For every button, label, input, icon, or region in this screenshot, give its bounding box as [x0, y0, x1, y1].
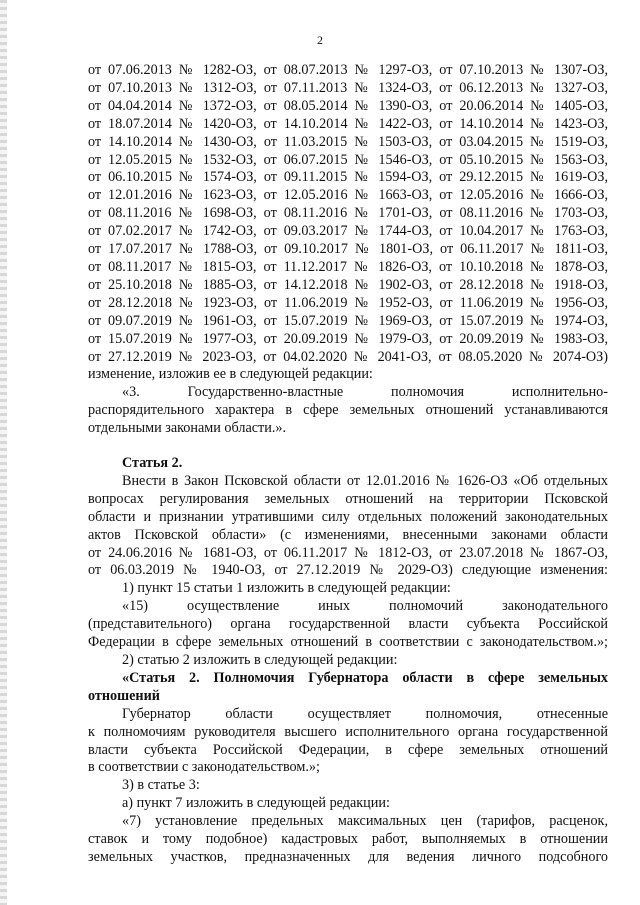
text-line: «15) осуществление иных полномочий законодательного: [122, 598, 608, 615]
text-line: «Статья 2. Полномочия Губернатора области в сфере земельных: [122, 669, 608, 686]
text-line: а) пункт 7 изложить в следующей редакции:: [122, 795, 390, 812]
text-line: отдельными законами области.».: [88, 420, 287, 437]
scan-binding-edge: [0, 0, 7, 905]
text-line: власти субъекта Российской Федерации, в сфере земельных отношений: [88, 741, 608, 758]
text-line: вопросах регулирования земельных отношений на территории Псковской: [88, 490, 608, 507]
text-line: Губернатор области осуществляет полномочия, отнесенные: [122, 705, 608, 722]
text-line: от 12.05.2015 № 1532-ОЗ, от 06.07.2015 № 1546-ОЗ, от 05.10.2015 № 1563-ОЗ,: [88, 151, 608, 168]
text-line: от 24.06.2016 № 1681-ОЗ, от 06.11.2017 № 1812-ОЗ, от 23.07.2018 № 1867-ОЗ,: [88, 544, 608, 561]
text-line: от 04.04.2014 № 1372-ОЗ, от 08.05.2014 № 1390-ОЗ, от 20.06.2014 № 1405-ОЗ,: [88, 97, 608, 114]
text-line: от 06.10.2015 № 1574-ОЗ, от 09.11.2015 № 1594-ОЗ, от 29.12.2015 № 1619-ОЗ,: [88, 169, 608, 186]
text-line: «7) установление предельных максимальных цен (тарифов, расценок,: [122, 813, 608, 830]
text-line: от 07.10.2013 № 1312-ОЗ, от 07.11.2013 № 1324-ОЗ, от 06.12.2013 № 1327-ОЗ,: [88, 79, 608, 96]
paragraph-gap: [88, 438, 608, 455]
text-line: области и признании утратившими силу отдельных положений законодательных: [88, 508, 608, 525]
text-line: от 12.01.2016 № 1623-ОЗ, от 12.05.2016 № 1663-ОЗ, от 12.05.2016 № 1666-ОЗ,: [88, 187, 608, 204]
text-line: к полномочиям руководителя высшего исполнительного органа государственной: [88, 723, 608, 740]
text-line: 1) пункт 15 статьи 1 изложить в следующей редакции:: [122, 580, 451, 597]
text-line: от 08.11.2017 № 1815-ОЗ, от 11.12.2017 № 1826-ОЗ, от 10.10.2018 № 1878-ОЗ,: [88, 258, 608, 275]
text-line: земельных участков, предназначенных для ведения личного подсобного: [88, 848, 608, 865]
text-line: отношений: [88, 687, 160, 704]
text-line: от 28.12.2018 № 1923-ОЗ, от 11.06.2019 № 1952-ОЗ, от 11.06.2019 № 1956-ОЗ,: [88, 294, 608, 311]
document-body: [88, 62, 608, 867]
text-line: от 06.03.2019 № 1940-ОЗ, от 27.12.2019 № 2029-ОЗ) следующие изменения:: [88, 562, 608, 579]
text-line: от 18.07.2014 № 1420-ОЗ, от 14.10.2014 № 1422-ОЗ, от 14.10.2014 № 1423-ОЗ,: [88, 115, 608, 132]
text-line: Статья 2.: [122, 455, 183, 472]
text-line: Внести в Закон Псковской области от 12.01.2016 № 1626-ОЗ «Об отдельных: [122, 472, 608, 489]
page-number: 2: [317, 33, 323, 47]
text-line: от 25.10.2018 № 1885-ОЗ, от 14.12.2018 № 1902-ОЗ, от 28.12.2018 № 1918-ОЗ,: [88, 276, 608, 293]
text-line: от 09.07.2019 № 1961-ОЗ, от 15.07.2019 № 1969-ОЗ, от 15.07.2019 № 1974-ОЗ,: [88, 312, 608, 329]
text-line: 3) в статье 3:: [122, 777, 200, 794]
text-line: от 07.02.2017 № 1742-ОЗ, от 09.03.2017 № 1744-ОЗ, от 10.04.2017 № 1763-ОЗ,: [88, 223, 608, 240]
text-line: Федерации в сфере земельных отношений в соответствии с законодательством.»;: [88, 634, 608, 651]
text-line: (представительного) органа государственной власти субъекта Российской: [88, 616, 608, 633]
text-line: ставок и тому подобное) кадастровых работ, выполняемых в отношении: [88, 831, 608, 848]
text-line: изменение, изложив ее в следующей редакции:: [88, 366, 373, 383]
text-line: актов Псковской области» (с изменениями, внесенными законами области: [88, 526, 608, 543]
text-line: 2) статью 2 изложить в следующей редакции:: [122, 652, 398, 668]
text-line: от 27.12.2019 № 2023-ОЗ, от 04.02.2020 № 2041-ОЗ, от 08.05.2020 № 2074-ОЗ): [88, 348, 608, 365]
text-line: от 14.10.2014 № 1430-ОЗ, от 11.03.2015 № 1503-ОЗ, от 03.04.2015 № 1519-ОЗ,: [88, 133, 608, 150]
text-line: от 15.07.2019 № 1977-ОЗ, от 20.09.2019 № 1979-ОЗ, от 20.09.2019 № 1983-ОЗ,: [88, 330, 608, 347]
text-line: распорядительного характера в сфере земельных отношений устанавливаются: [88, 402, 608, 419]
text-line: от 17.07.2017 № 1788-ОЗ, от 09.10.2017 № 1801-ОЗ, от 06.11.2017 № 1811-ОЗ,: [88, 241, 608, 258]
text-line: от 07.06.2013 № 1282-ОЗ, от 08.07.2013 № 1297-ОЗ, от 07.10.2013 № 1307-ОЗ,: [88, 62, 608, 78]
text-line: «3. Государственно-властные полномочия исполнительно-: [122, 384, 608, 401]
text-line: от 08.11.2016 № 1698-ОЗ, от 08.11.2016 № 1701-ОЗ, от 08.11.2016 № 1703-ОЗ,: [88, 205, 608, 222]
text-line: в соответствии с законодательством.»;: [88, 759, 320, 776]
